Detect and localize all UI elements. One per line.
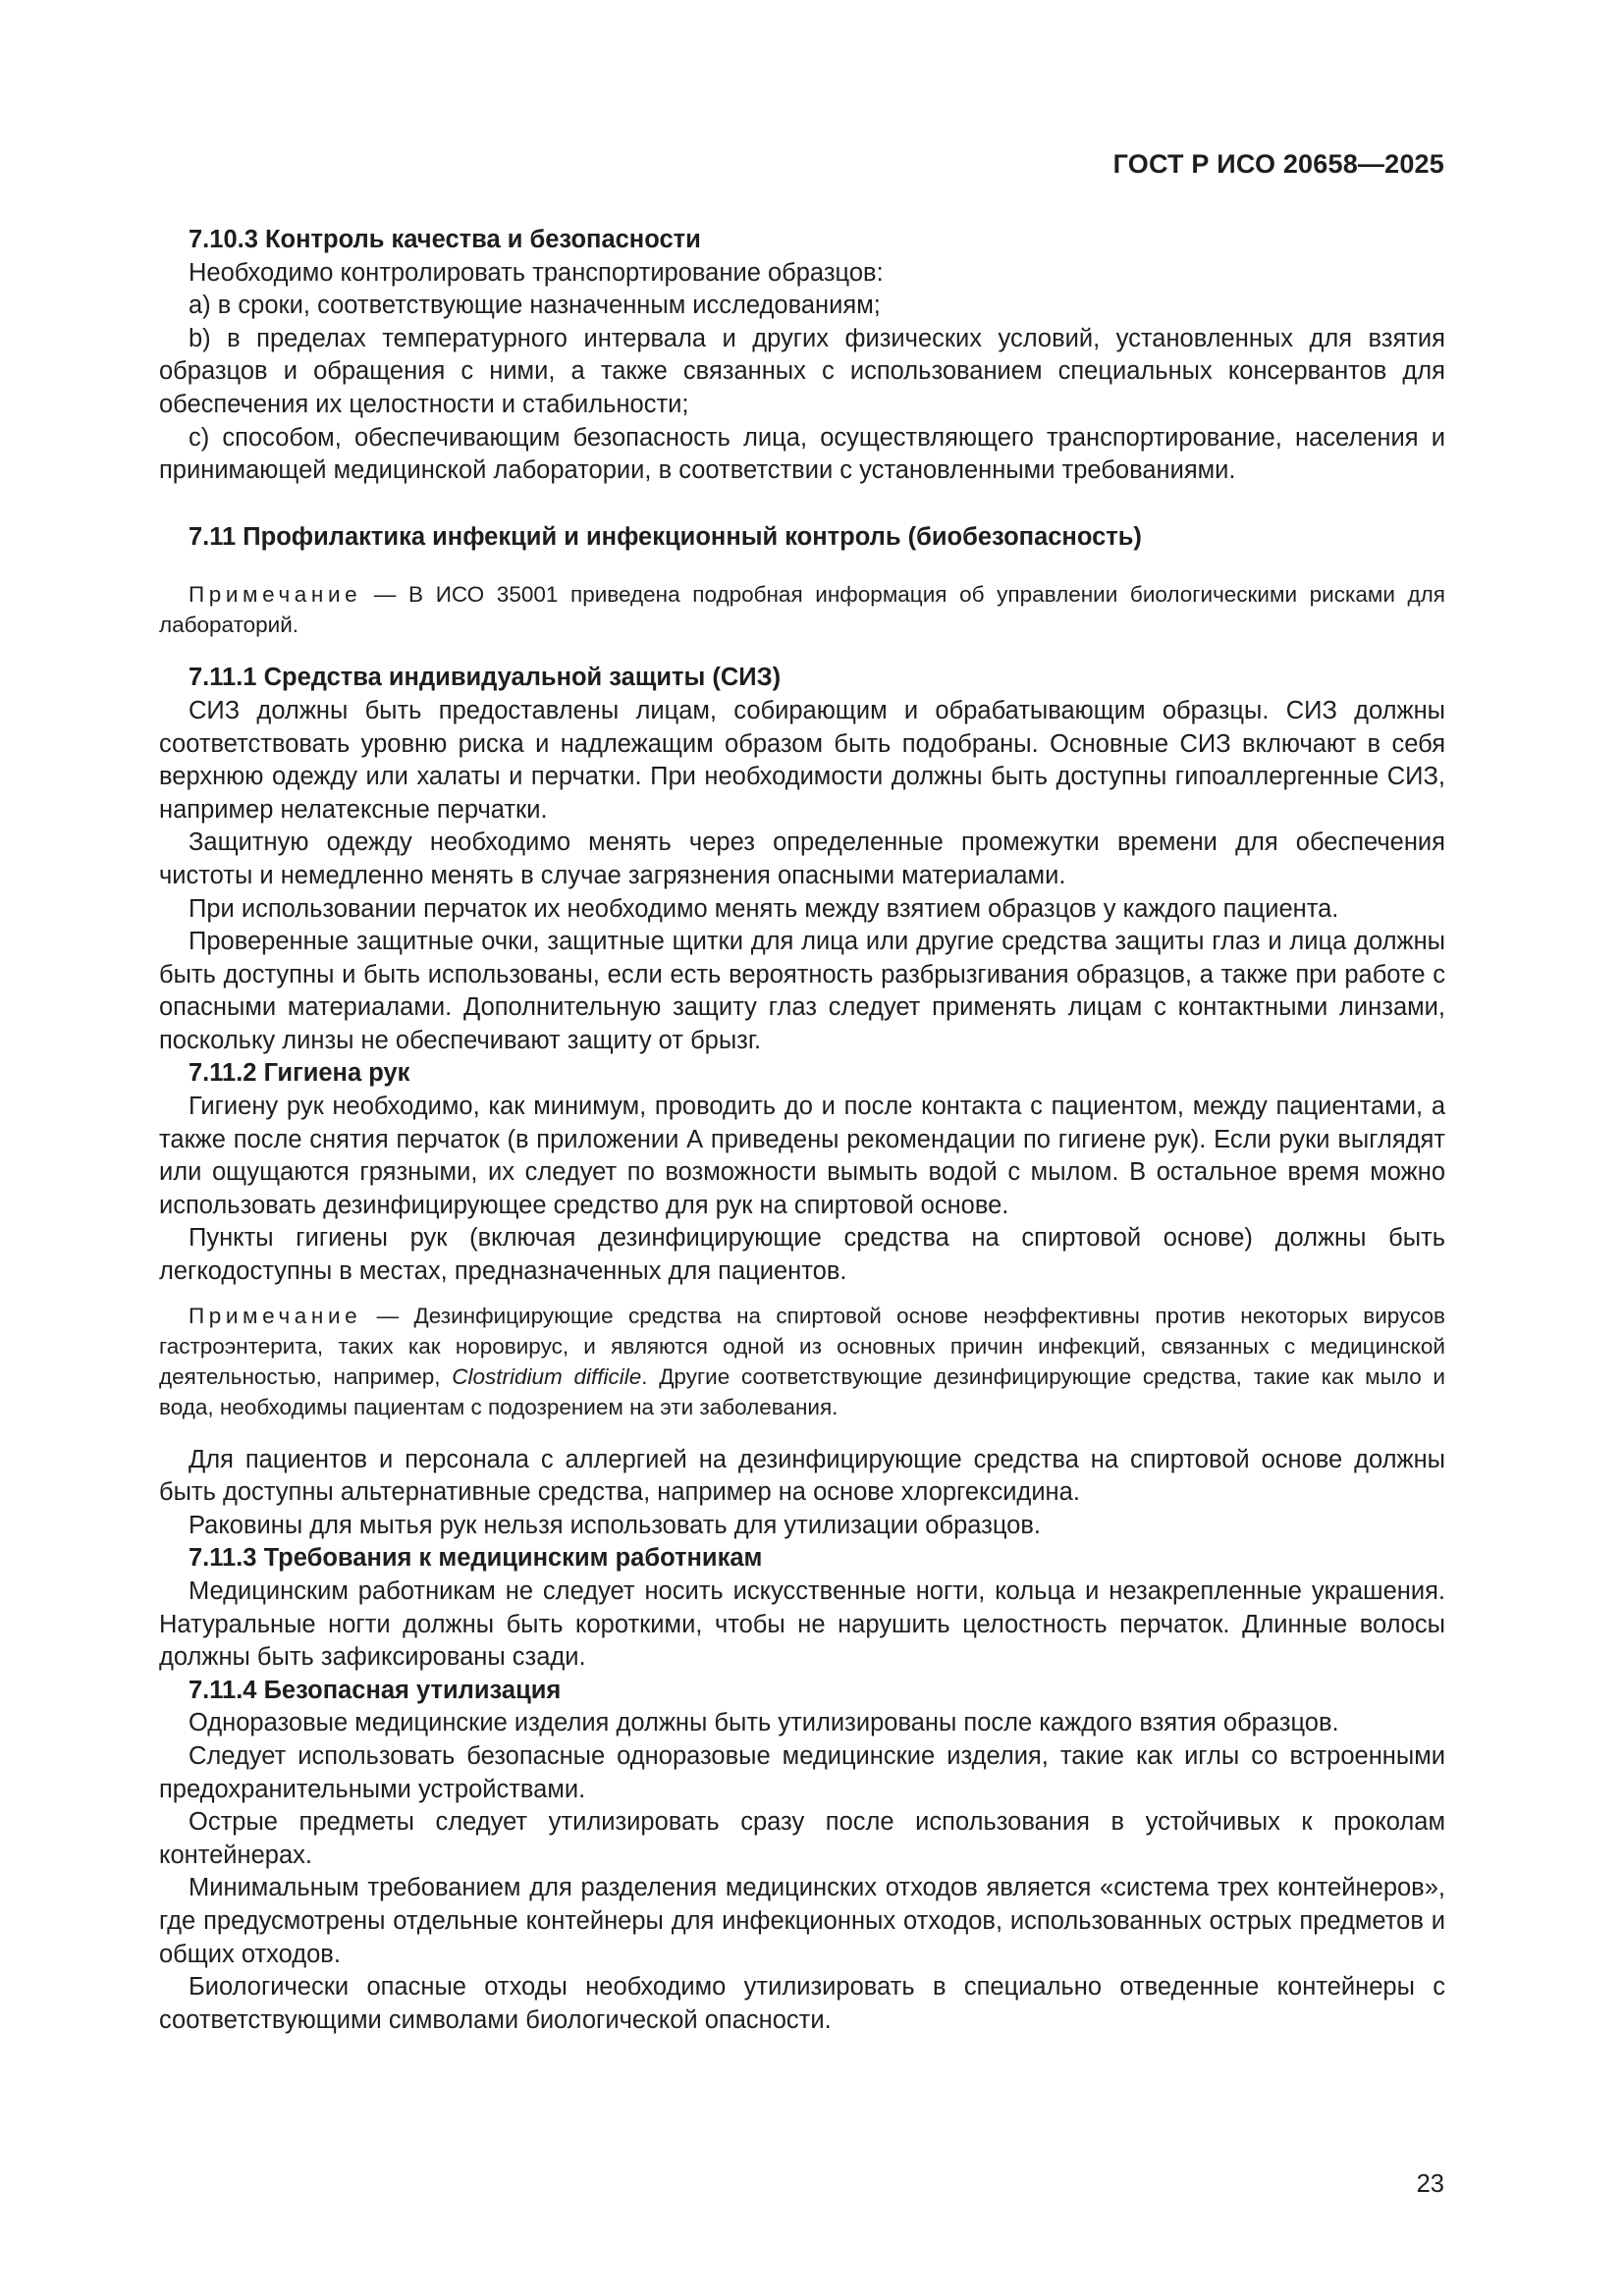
note-italic-term: Clostridium difficile — [452, 1363, 642, 1389]
note-text: — Дезинфицирующие средства на спиртовой основе неэффективны против некоторых вирусов гастроэнтерита, таких как норовирус, и являются одной из основных причин инфекций, связанных с медицинской деятельностью, например, — [159, 1303, 1445, 1389]
paragraph: Медицинским работникам не следует носить искусственные ногти, кольца и незакрепленные украшения. Натуральные ногти должны быть короткими, чтобы не нарушить целостность перчаток. Длинные волосы должны быть зафиксированы сзади. — [159, 1577, 1445, 1672]
paragraph: Необходимо контролировать транспортирование образцов: — [189, 258, 884, 287]
note — [159, 579, 1445, 640]
note-label: Примечание — [189, 582, 362, 608]
paragraph: Пункты гигиены рук (включая дезинфицирующие средства на спиртовой основе) должны быть легкодоступны в местах, предназначенных для пациентов. — [159, 1224, 1445, 1286]
note-label: Примечание — [189, 1303, 362, 1328]
paragraph: Раковины для мытья рук нельзя использовать для утилизации образцов. — [189, 1511, 1041, 1539]
list-item: b) в пределах температурного интервала и других физических условий, установленных для взятия образцов и обращения с ними, а также связанных с использованием специальных консервантов для обеспечения их целостности и стабильности; — [159, 324, 1445, 418]
paragraph: Биологически опасные отходы необходимо утилизировать в специально отведенные контейнеры с соответствующими символами биологической опасности. — [159, 1973, 1445, 2034]
list-item: a) в сроки, соответствующие назначенным исследованиям; — [189, 292, 881, 320]
section-heading-7-11-2: 7.11.2 Гигиена рук — [189, 1059, 410, 1088]
note — [159, 1301, 1445, 1422]
section-heading-7-11: 7.11 Профилактика инфекций и инфекционный контроль (биобезопасность) — [189, 522, 1142, 551]
paragraph: Для пациентов и персонала с аллергией на дезинфицирующие средства на спиртовой основе должны быть доступны альтернативные средства, например на основе хлоргексидина. — [159, 1445, 1445, 1507]
paragraph: Гигиену рук необходимо, как минимум, проводить до и после контакта с пациентом, между пациентами, а также после снятия перчаток (в приложении А приведены рекомендации по гигиене рук). Если руки выглядят или ощущаются грязными, их следует по возможности вымыть водой с мылом. В остальное время можно использовать дезинфицирующее средство для рук на спиртовой основе. — [159, 1093, 1445, 1219]
section-heading-7-11-4: 7.11.4 Безопасная утилизация — [189, 1676, 562, 1704]
section-heading-7-11-1: 7.11.1 Средства индивидуальной защиты (СИЗ) — [189, 664, 782, 692]
page-number: 23 — [1416, 2170, 1444, 2198]
paragraph: Следует использовать безопасные одноразовые медицинские изделия, такие как иглы со встроенными предохранительными устройствами. — [159, 1741, 1445, 1803]
document-body — [159, 224, 1445, 2037]
list-item: c) способом, обеспечивающим безопасность лица, осуществляющего транспортирование, населения и принимающей медицинской лаборатории, в соответствии с установленными требованиями. — [159, 423, 1445, 485]
paragraph: При использовании перчаток их необходимо менять между взятием образцов у каждого пациента. — [189, 894, 1339, 923]
paragraph: Острые предметы следует утилизировать сразу после использования в устойчивых к проколам контейнерах. — [159, 1808, 1445, 1869]
paragraph: СИЗ должны быть предоставлены лицам, собирающим и обрабатывающим образцы. СИЗ должны соответствовать уровню риска и надлежащим образом быть подобраны. Основные СИЗ включают в себя верхнюю одежду или халаты и перчатки. При необходимости должны быть доступны гипоаллергенные СИЗ, например нелатексные перчатки. — [159, 696, 1445, 824]
paragraph: Защитную одежду необходимо менять через определенные промежутки времени для обеспечения чистоты и немедленно менять в случае загрязнения опасными материалами. — [159, 828, 1445, 889]
section-heading-7-11-3: 7.11.3 Требования к медицинским работникам — [189, 1544, 763, 1573]
note-text: — В ИСО 35001 приведена подробная информация об управлении биологическими рисками для лабораторий. — [159, 582, 1445, 638]
paragraph: Минимальным требованием для разделения медицинских отходов является «система трех контейнеров», где предусмотрены отдельные контейнеры для инфекционных отходов, использованных острых предметов и общих отходов. — [159, 1874, 1445, 1968]
paragraph: Одноразовые медицинские изделия должны быть утилизированы после каждого взятия образцов. — [189, 1709, 1339, 1737]
note-text: . Другие соответствующие дезинфицирующие средства, такие как мыло и вода, необходимы пациентам с подозрением на эти заболевания. — [159, 1363, 1445, 1419]
section-heading-7-10-3: 7.10.3 Контроль качества и безопасности — [189, 226, 701, 253]
document-header: ГОСТ Р ИСО 20658—2025 — [1112, 149, 1444, 179]
paragraph: Проверенные защитные очки, защитные щитки для лица или другие средства защиты глаз и лица должны быть доступны и быть использованы, если есть вероятность разбрызгивания образцов, а также при работе с опасными материалами. Дополнительную защиту глаз следует применять лицам с контактными линзами, поскольку линзы не обеспечивают защиту от брызг. — [159, 928, 1445, 1054]
